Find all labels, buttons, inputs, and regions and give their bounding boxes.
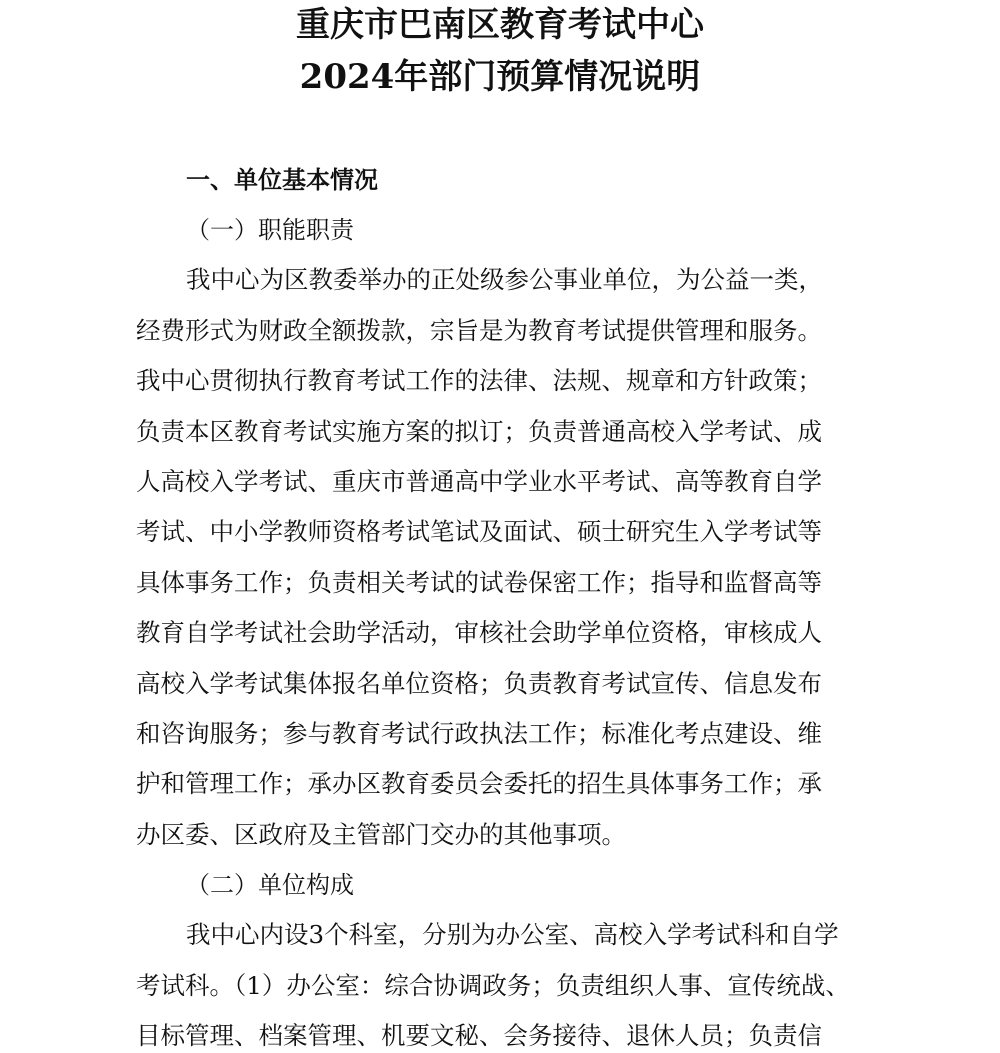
paragraph-line: 目标管理、档案管理、机要文秘、会务接待、退休人员；负责信	[136, 1021, 822, 1050]
paragraph-line: 负责本区教育考试实施方案的拟订；负责普通高校入学考试、成	[136, 417, 822, 446]
paragraph-line: 经费形式为财政全额拨款，宗旨是为教育考试提供管理和服务。	[136, 316, 822, 345]
paragraph-line: 我中心贯彻执行教育考试工作的法律、法规、规章和方针政策；	[136, 366, 822, 395]
document-title-line-2: 2024年部门预算情况说明	[299, 57, 701, 97]
paragraph-line: 和咨询服务；参与教育考试行政执法工作；标准化考点建设、维	[136, 719, 822, 748]
paragraph-line: 办区委、区政府及主管部门交办的其他事项。	[136, 820, 626, 849]
paragraph-line: 具体事务工作；负责相关考试的试卷保密工作；指导和监督高等	[136, 568, 822, 597]
paragraph-line: 教育自学考试社会助学活动，审核社会助学单位资格，审核成人	[136, 618, 822, 647]
document-title-line-1: 重庆市巴南区教育考试中心	[296, 5, 704, 45]
subsection-heading-composition: （二）单位构成	[186, 871, 354, 899]
paragraph-line: 考试、中小学教师资格考试笔试及面试、硕士研究生入学考试等	[136, 517, 822, 546]
paragraph-line: 我中心为区教委举办的正处级参公事业单位，为公益一类，	[186, 265, 823, 294]
paragraph-line: 高校入学考试集体报名单位资格；负责教育考试宣传、信息发布	[136, 669, 822, 698]
paragraph-line: 我中心内设3个科室，分别为办公室、高校入学考试科和自学	[186, 920, 839, 949]
subsection-heading-functions: （一）职能职责	[186, 216, 354, 244]
paragraph-line: 考试科。（1）办公室：综合协调政务；负责组织人事、宣传统战、	[136, 971, 850, 1000]
section-heading-unit-basic-info: 一、单位基本情况	[186, 166, 378, 194]
paragraph-line: 人高校入学考试、重庆市普通高中学业水平考试、高等教育自学	[136, 467, 822, 496]
paragraph-line: 护和管理工作；承办区教育委员会委托的招生具体事务工作；承	[136, 769, 822, 798]
